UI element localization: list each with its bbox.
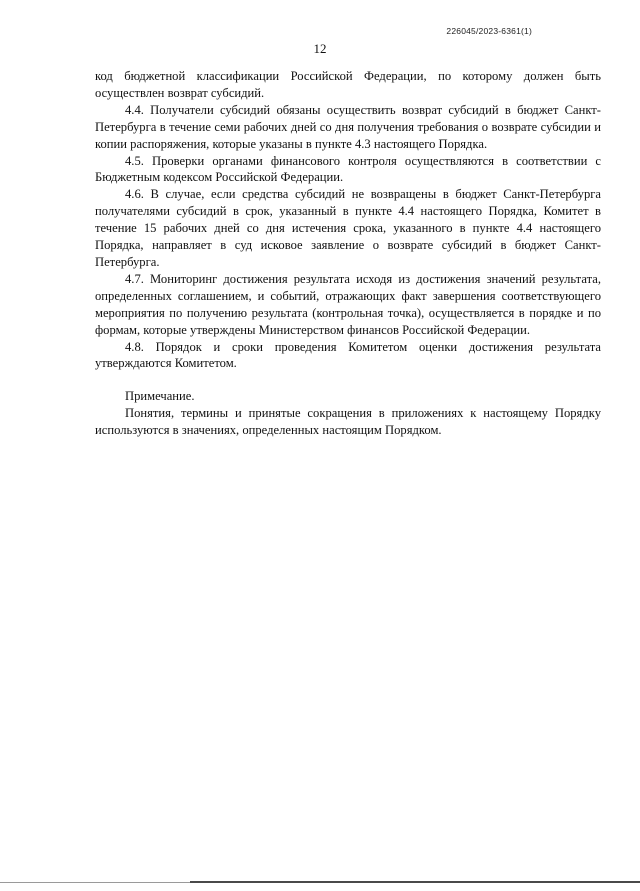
document-id: 226045/2023-6361(1) bbox=[446, 26, 532, 36]
scan-edge-shadow bbox=[190, 881, 640, 883]
note-title: Примечание. bbox=[125, 389, 195, 404]
note-text: Понятия, термины и принятые сокращения в приложениях к настоящему Порядку используются в значениях, определенных настоящим Порядком. bbox=[95, 406, 601, 438]
paragraph-4-4: 4.4. Получатели субсидий обязаны осуществить возврат субсидий в бюджет Санкт-Петербурга в течение семи рабочих дней со дня получения требования о возврате субсидии и копии распоряжения, которые указаны в пункте 4.3 настоящего Порядка. bbox=[95, 102, 601, 151]
paragraph-4-6: 4.6. В случае, если средства субсидий не возвращены в бюджет Санкт-Петербурга получателями субсидий в срок, указанный в пункте 4.4 настоящего Порядка, Комитет в течение 15 рабочих дней со дня истечения срока, указанного в пункте 4.4 настоящего Порядка, направляет в суд исковое заявление о возврате субсидий в бюджет Санкт-Петербурга. bbox=[95, 187, 601, 269]
page-number: 12 bbox=[313, 41, 327, 56]
paragraph-continuation: код бюджетной классификации Российской Федерации, по которому должен быть осуществлен возврат субсидий. bbox=[95, 69, 601, 100]
document-body bbox=[95, 68, 601, 439]
paragraph-4-5: 4.5. Проверки органами финансового контроля осуществляются в соответствии с Бюджетным кодексом Российской Федерации. bbox=[95, 153, 601, 185]
paragraph-4-7: 4.7. Мониторинг достижения результата исходя из достижения значений результата, определенных соглашением, и событий, отражающих факт завершения соответствующего мероприятия по получению результата (контрольная точка), осуществляется в порядке и по формам, которые утверждены Министерством финансов Российской Федерации. bbox=[95, 271, 601, 337]
paragraph-4-8: 4.8. Порядок и сроки проведения Комитетом оценки достижения результата утверждаются Комитетом. bbox=[95, 339, 601, 371]
